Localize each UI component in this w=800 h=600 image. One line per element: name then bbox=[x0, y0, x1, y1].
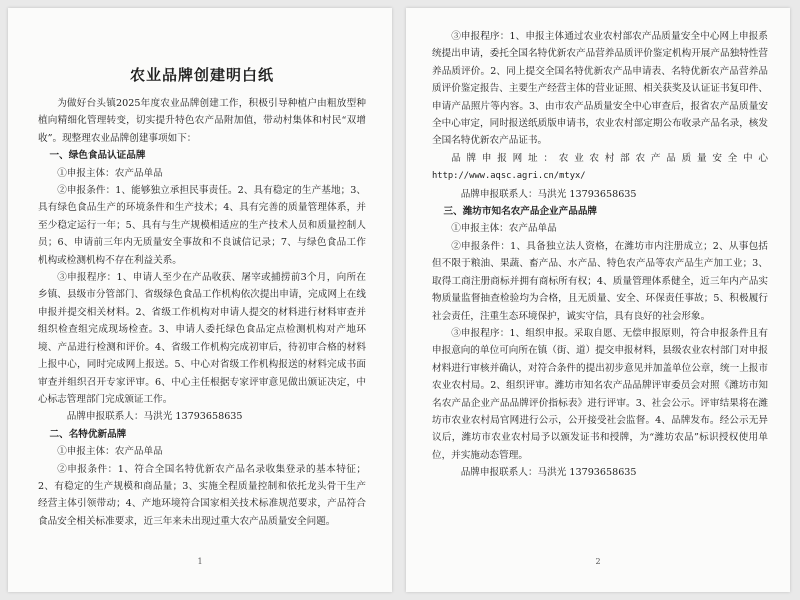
section-heading-weifang-brand: 三、潍坊市知名农产品企业产品品牌 bbox=[443, 206, 598, 218]
weifang-brand-subject: ①申报主体：农产品单品 bbox=[451, 223, 557, 235]
document-page-2 bbox=[406, 8, 790, 592]
famous-new-conditions: ②申报条件：1、符合全国名特优新农产品名录收集登录的基本特征；2、有稳定的生产规模和商品量；3、实施全程质量控制和依托龙头骨干生产经营主体引领带动；4、产地环境符合国家相关技术标准规范要求，产品符合食品安全相关标准要求，近三年来未出现过重大农产品质量安全问题。 bbox=[38, 463, 366, 527]
green-food-conditions: ②申报条件：1、能够独立承担民事责任。2、具有稳定的生产基地；3、具有绿色食品生产的环境条件和生产技术；4、具有完善的质量管理体系，并至少稳定运行一年；5、具有与生产规模相适应的生产技术人员和质量控制人员；6、申请前三年内无质量安全事故和不良诚信记录；7、与绿色食品工作机构或检测机构不存在利益关系。 bbox=[38, 185, 366, 266]
page-title: 农业品牌创建明白纸 bbox=[129, 66, 274, 84]
weifang-brand-conditions: ②申报条件：1、具备独立法人资格，在潍坊市内注册成立；2、从事包括但不限于粮油、果蔬、畜产品、水产品、特色农产品等农产品生产加工业；3、取得工商注册商标并拥有商标所有权；4、质量管理体系健全，近三年内产品实物质量监督抽查检验均为合格，且无质量、安全、环保责任事故；5、积极履行社会责任，注重生态环境保护，诚实守信，具有良好的社会形象。 bbox=[432, 240, 768, 322]
website-label: 品牌申报网址：农业农村部农产品质量安全中心 bbox=[451, 152, 768, 164]
intro-paragraph: 为做好台头镇2025年度农业品牌创建工作，积极引导种植户由粗放型种植向精细化管理转变，切实提升特色农产品附加值，带动村集体和村民“双增收”。现整理农业品牌创建事项如下： bbox=[38, 98, 366, 144]
page-number: 1 bbox=[197, 557, 203, 566]
famous-new-contact: 品牌申报联系人：马洪光 13793658635 bbox=[460, 188, 637, 200]
website-url: http://www.aqsc.agri.cn/mtyx/ bbox=[432, 171, 586, 182]
green-food-subject: ①申报主体：农产品单品 bbox=[57, 167, 163, 179]
famous-new-procedure: ③申报程序：1、申报主体通过农业农村部农产品质量安全中心网上申报系统提出申请，委托全国名特优新农产品营养品质评价鉴定机构开展产品独特性营养品质评价。2、同上提交全国名特优新农产品申请表、名特优新农产品营养品质评价鉴定报告、主要生产经营主体的营业证照、相关获奖及认证证书复印件、申请产品照片等内容。3、由市农产品质量安全中心审查后，报省农产品质量安全中心审定，同时报送纸质版申请书，农业农村部定期公布收录产品名录，核发全国名特优新农产品证书。 bbox=[432, 31, 768, 147]
green-food-contact: 品牌申报联系人：马洪光 13793658635 bbox=[66, 411, 243, 423]
weifang-brand-contact: 品牌申报联系人：马洪光 13793658635 bbox=[460, 467, 637, 479]
famous-new-website bbox=[432, 150, 768, 186]
weifang-brand-procedure: ③申报程序：1、组织申报。采取自愿、无偿申报原则，符合申报条件且有申报意向的单位可向所在镇（街、道）提交申报材料，县级农业农村部门对申报材料进行审核并确认，对符合条件的提出初步意见并加盖单位公章，统一上报市农业农村局。2、组织评审。潍坊市知名农产品品牌评审委员会对照《潍坊市知名农产品企业产品品牌评价指标表》进行评审。3、社会公示。评审结果将在潍坊市农业农村局官网进行公示，公开接受社会监督。4、品牌发布。经公示无异议后，潍坊市农业农村局予以颁发证书和授牌，为“潍坊农品”标识授权使用单位，并实施动态管理。 bbox=[432, 327, 768, 461]
document-page-1 bbox=[8, 8, 392, 592]
famous-new-subject: ①申报主体：农产品单品 bbox=[57, 446, 163, 458]
green-food-procedure: ③申报程序：1、申请人至少在产品收获、屠宰或捕捞前3个月，向所在乡镇、县级市分管部门、省级绿色食品工作机构依次提出申请，完成网上在线申报并提交相关材料。2、省级工作机构对申请人提交的材料进行材料审查并组织检查组完成现场检查。3、申请人委托绿色食品定点检测机构对产地环境、产品进行检测和评价。4、省级工作机构完成初审后，待初审合格的材料上报中心，同时完成网上报送。5、中心对省级工作机构报送的材料完成书面审查并组织召开专家评审。6、中心主任根据专家评审意见做出颁证决定，中心标志管理部门完成颁证工作。 bbox=[38, 272, 366, 405]
page-number: 2 bbox=[595, 557, 601, 566]
section-heading-green-food: 一、绿色食品认证品牌 bbox=[49, 150, 146, 162]
section-heading-famous-new: 二、名特优新品牌 bbox=[49, 428, 127, 440]
